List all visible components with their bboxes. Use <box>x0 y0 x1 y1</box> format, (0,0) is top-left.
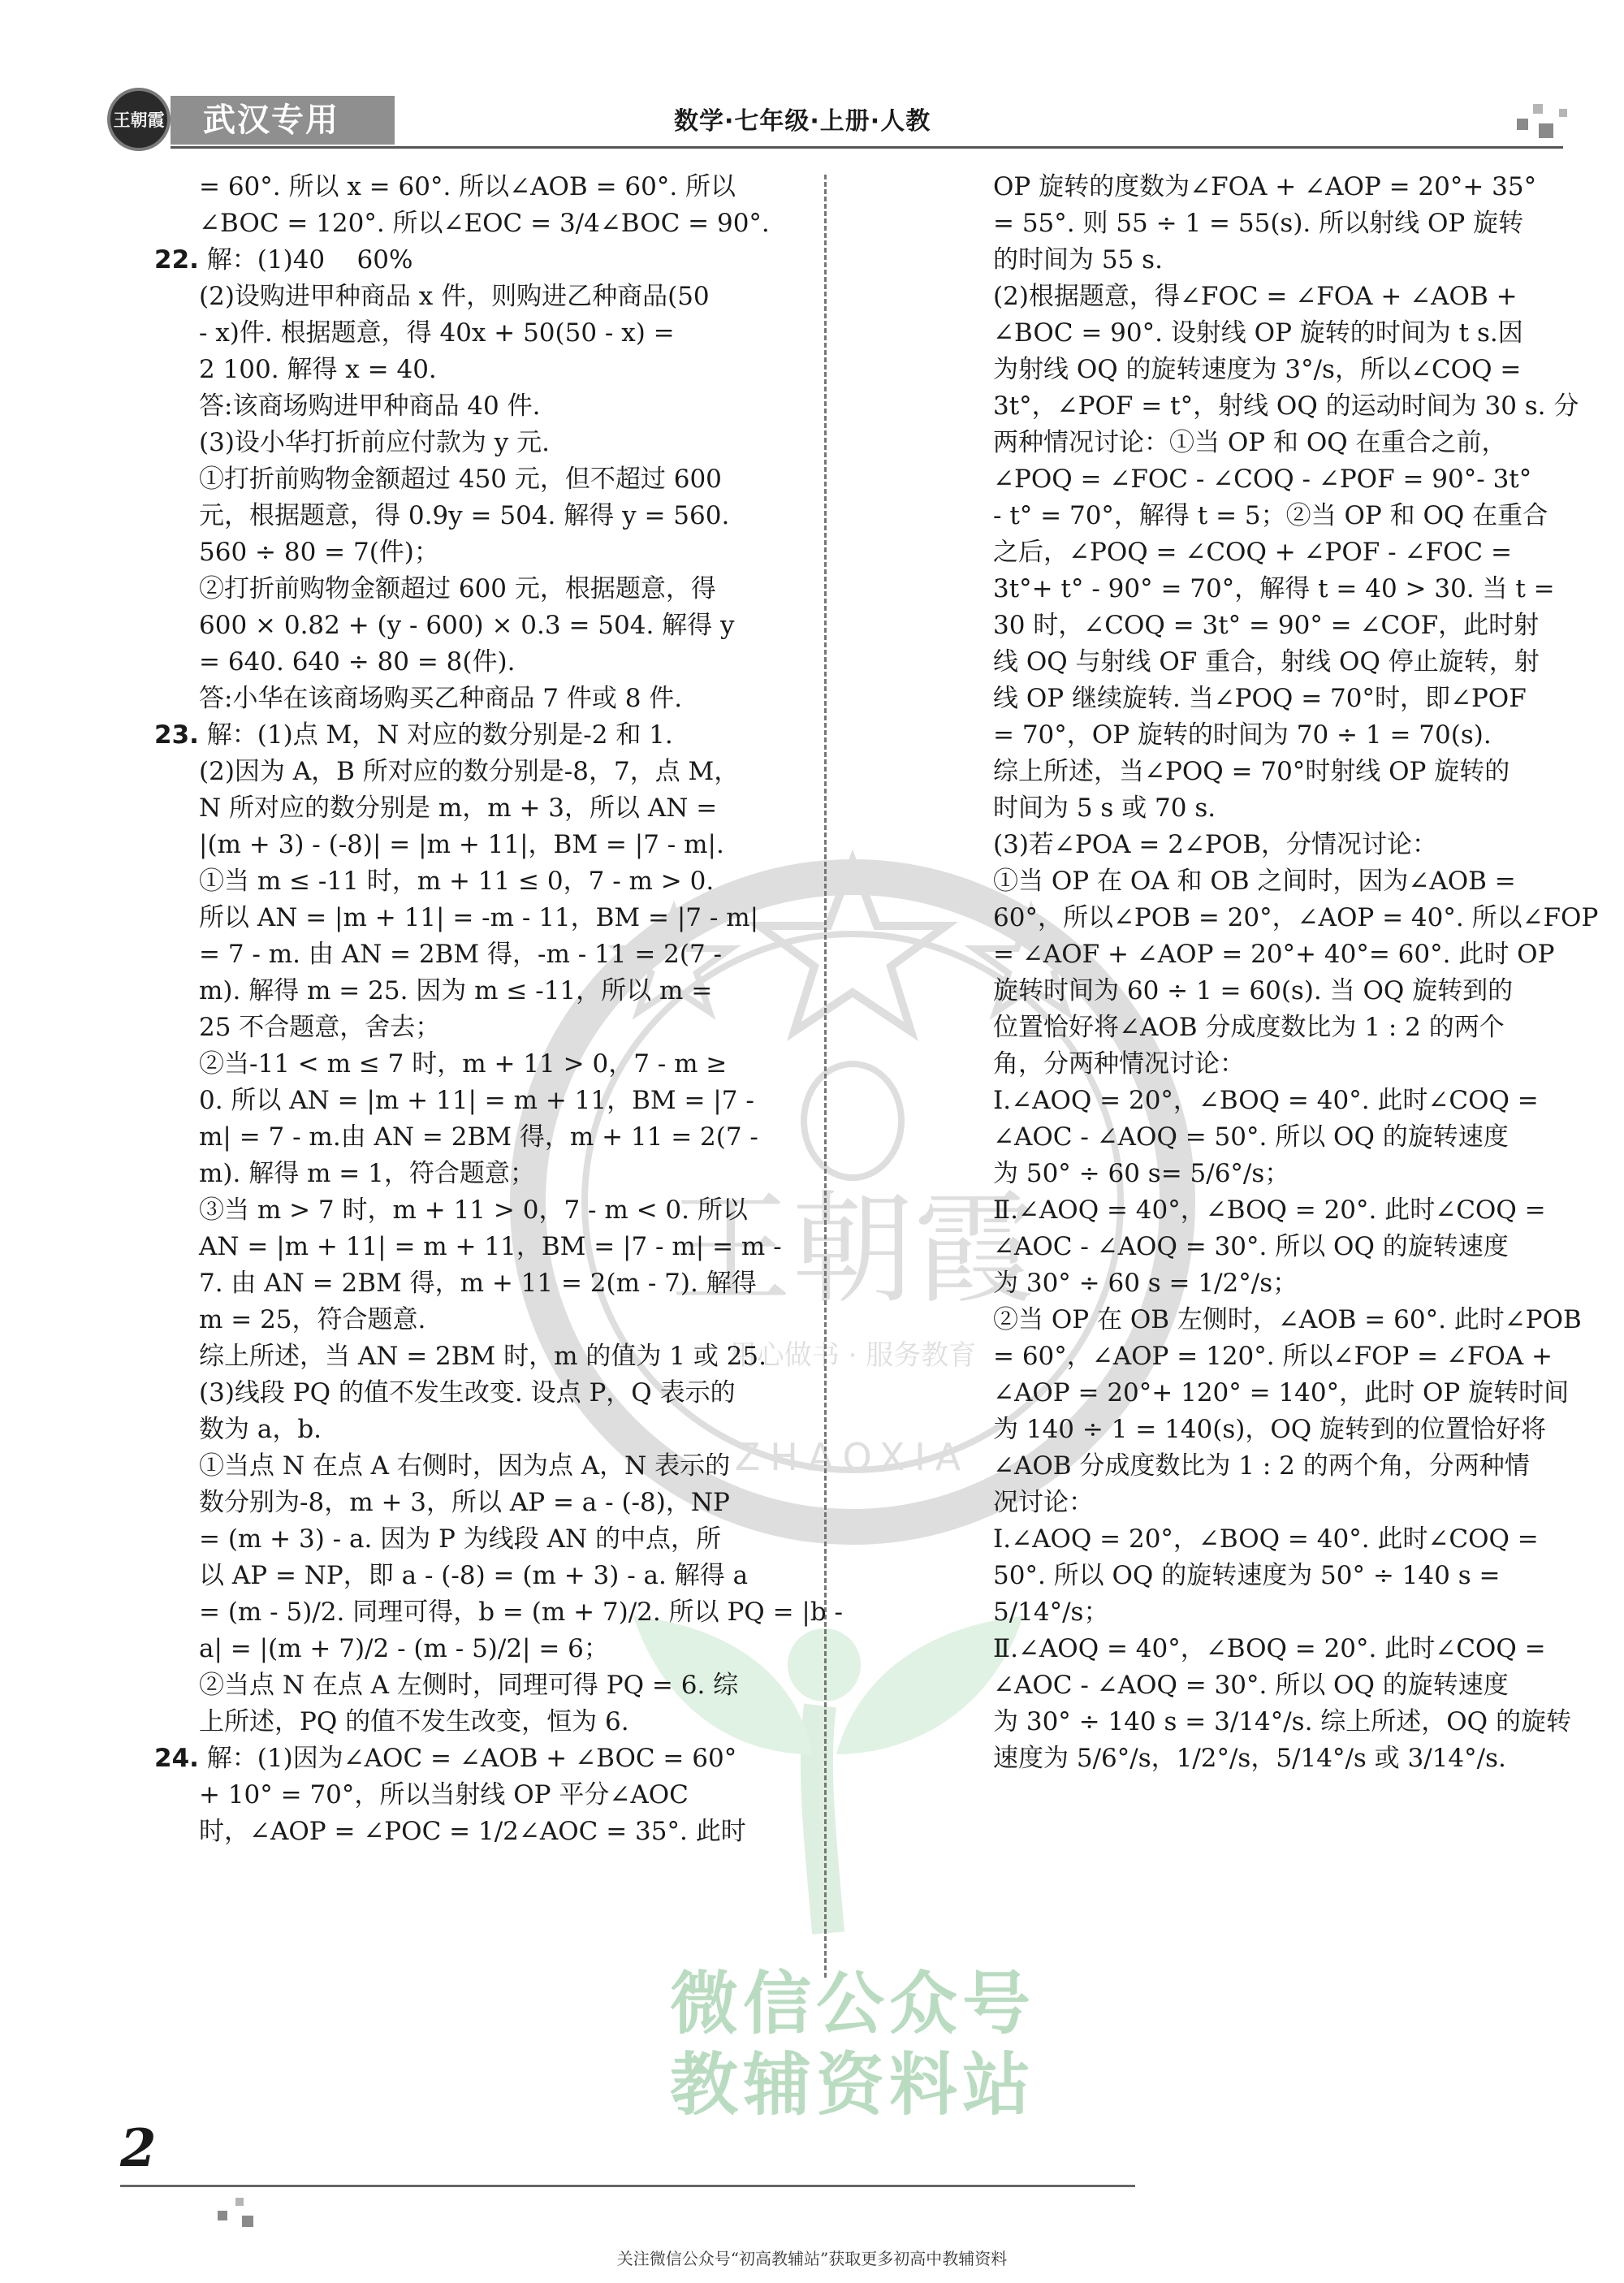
text-line <box>154 790 796 827</box>
text-line <box>154 352 796 388</box>
text-line <box>948 717 1544 754</box>
header-rule <box>171 146 1563 149</box>
footer-note: 关注微信公众号“初高教辅站”获取更多初高中教辅资料 <box>616 2249 1008 2268</box>
text-line <box>154 936 796 973</box>
line-text: (2)根据题意，得∠FOC = ∠FOA + ∠AOB + <box>993 282 1518 311</box>
line-text: ①打折前购物金额超过 450 元，但不超过 600 <box>199 465 722 494</box>
text-line <box>154 425 796 461</box>
decor-square <box>1539 123 1553 138</box>
text-line <box>154 973 796 1010</box>
line-text: 线 OP 继续旋转. 当∠POQ = 70°时，即∠POF <box>993 684 1527 713</box>
line-text: (3)线段 PQ 的值不发生改变. 设点 P，Q 表示的 <box>199 1378 736 1407</box>
line-text: 30 时，∠COQ = 3t° = 90° = ∠COF，此时射 <box>993 611 1540 640</box>
text-line <box>948 1558 1544 1594</box>
text-line <box>154 388 796 425</box>
line-text: 速度为 5/6°/s，1/2°/s，5/14°/s 或 3/14°/s. <box>993 1744 1506 1773</box>
line-text: 两种情况讨论：①当 OP 和 OQ 在重合之前， <box>993 428 1507 457</box>
text-line <box>154 1485 796 1521</box>
watermark-line-1: 微信公众号 <box>669 1964 1035 2043</box>
line-text: OP 旋转的度数为∠FOA + ∠AOP = 20°+ 35° <box>993 172 1537 201</box>
decor-square <box>242 2216 253 2227</box>
text-line <box>948 1631 1544 1667</box>
text-line <box>948 534 1544 571</box>
line-text: ∠AOC - ∠AOQ = 30°. 所以 OQ 的旋转速度 <box>993 1232 1509 1261</box>
line-text: 数为 a，b. <box>199 1415 322 1444</box>
watermark-line-2: 教辅资料站 <box>669 2045 1035 2125</box>
line-text: ∠BOC = 90°. 设射线 OP 旋转的时间为 t s.因 <box>993 318 1523 348</box>
line-text: 线 OQ 与射线 OF 重合，射线 OQ 停止旋转，射 <box>993 647 1540 677</box>
line-text: 旋转时间为 60 ÷ 1 = 60(s). 当 OQ 旋转到的 <box>993 976 1514 1005</box>
line-text: = 60°，∠AOP = 120°. 所以∠FOP = ∠FOA + <box>993 1342 1553 1371</box>
line-text: 以 AP = NP，即 a - (-8) = (m + 3) - a. 解得 a <box>199 1561 749 1590</box>
line-text: 时，∠AOP = ∠POC = 1/2∠AOC = 35°. 此时 <box>199 1817 746 1846</box>
decor-square <box>235 2198 244 2206</box>
line-text: 答:小华在该商场购买乙种商品 7 件或 8 件. <box>199 684 683 713</box>
line-text: (2)因为 A，B 所对应的数分别是-8，7，点 M， <box>199 757 740 786</box>
text-line <box>154 1448 796 1485</box>
text-line <box>948 754 1544 790</box>
line-text: m). 解得 m = 25. 因为 m ≤ -11，所以 m = <box>199 976 713 1005</box>
decor-square <box>218 2211 227 2220</box>
text-line <box>948 1412 1547 1448</box>
text-line <box>154 242 796 279</box>
line-text: = (m + 3) - a. 因为 P 为线段 AN 的中点，所 <box>199 1524 721 1554</box>
line-text: = 70°，OP 旋转的时间为 70 ÷ 1 = 70(s). <box>993 720 1492 750</box>
line-text: 25 不合题意，舍去； <box>199 1013 441 1042</box>
text-line <box>948 1192 1544 1229</box>
text-line <box>948 1740 1544 1777</box>
text-line <box>948 1302 1582 1338</box>
line-text: ∠AOP = 20°+ 120° = 140°，此时 OP 旋转时间 <box>993 1378 1570 1407</box>
left-column <box>154 169 844 1850</box>
line-text: 之后，∠POQ = ∠COQ + ∠POF - ∠FOC = <box>993 538 1512 567</box>
text-line <box>948 681 1544 717</box>
text-line <box>154 681 796 717</box>
line-text: (2)设购进甲种商品 x 件，则购进乙种商品(50 <box>199 282 710 311</box>
text-line <box>154 1375 796 1412</box>
text-line <box>948 1083 1544 1119</box>
line-text: 答:该商场购进甲种商品 40 件. <box>199 391 541 421</box>
line-text: ∠AOC - ∠AOQ = 50°. 所以 OQ 的旋转速度 <box>993 1122 1509 1152</box>
line-text: = ∠AOF + ∠AOP = 20°+ 40°= 60°. 此时 OP <box>993 940 1555 969</box>
line-text: ③当 m > 7 时，m + 11 > 0，7 - m < 0. 所以 <box>199 1196 748 1225</box>
line-text: ∠BOC = 120°. 所以∠EOC = 3/4∠BOC = 90°. <box>199 209 770 238</box>
text-line <box>948 1265 1544 1302</box>
problem-number: 23. <box>154 720 199 750</box>
text-line <box>948 827 1544 863</box>
text-line <box>948 1667 1544 1704</box>
line-text: m = 25，符合题意. <box>199 1305 426 1334</box>
line-text: a| = |(m + 7)/2 - (m - 5)/2| = 6； <box>199 1634 609 1663</box>
line-text: 所以 AN = |m + 11| = -m - 11，BM = |7 - m| <box>199 903 759 932</box>
line-text: 5/14°/s； <box>993 1598 1109 1627</box>
line-text: 位置恰好将∠AOB 分成度数比为 1 : 2 的两个 <box>993 1013 1505 1042</box>
column-divider <box>824 175 827 1978</box>
text-line <box>154 1594 844 1631</box>
text-line <box>154 205 796 242</box>
line-text: = (m - 5)/2. 同理可得，b = (m + 7)/2. 所以 PQ = |b - <box>199 1598 844 1627</box>
text-line <box>154 1010 796 1046</box>
line-text: Ⅰ.∠AOQ = 20°，∠BOQ = 40°. 此时∠COQ = <box>993 1086 1539 1115</box>
text-line <box>948 279 1544 315</box>
text-line <box>154 644 796 681</box>
right-column <box>948 169 1599 1777</box>
text-line <box>948 1375 1570 1412</box>
line-text: 解：(1)点 M，N 对应的数分别是-2 和 1. <box>206 720 673 750</box>
decor-square <box>1559 109 1567 117</box>
text-line <box>154 1814 796 1850</box>
text-line <box>948 973 1544 1010</box>
line-text: 为 30° ÷ 140 s = 3/14°/s. 综上所述，OQ 的旋转 <box>993 1707 1571 1736</box>
line-text: ②当 OP 在 OB 左侧时，∠AOB = 60°. 此时∠POB <box>993 1305 1582 1334</box>
text-line <box>948 205 1544 242</box>
line-text: 50°. 所以 OQ 的旋转速度为 50° ÷ 140 s = <box>993 1561 1501 1590</box>
text-line <box>154 608 796 644</box>
line-text: ①当 OP 在 OA 和 OB 之间时，因为∠AOB = <box>993 867 1516 896</box>
text-line <box>948 498 1548 534</box>
line-text: AN = |m + 11| = m + 11，BM = |7 - m| = m - <box>199 1232 782 1261</box>
text-line <box>154 1265 796 1302</box>
line-text: 角，分两种情况讨论： <box>993 1049 1245 1079</box>
decor-square <box>1517 119 1528 130</box>
line-text: ①当 m ≤ -11 时，m + 11 ≤ 0，7 - m > 0. <box>199 867 715 896</box>
text-line <box>948 1338 1553 1375</box>
line-text: 3t°，∠POF = t°，射线 OQ 的运动时间为 30 s. 分 <box>993 391 1579 421</box>
text-line <box>154 1777 796 1814</box>
line-text: (3)若∠POA = 2∠POB，分情况讨论： <box>993 830 1437 859</box>
text-line <box>154 1631 796 1667</box>
text-line <box>154 1119 796 1156</box>
text-line <box>948 315 1544 352</box>
line-text: ②当-11 < m ≤ 7 时，m + 11 > 0，7 - m ≥ <box>199 1049 728 1079</box>
line-text: 60°，所以∠POB = 20°，∠AOP = 40°. 所以∠FOP <box>993 903 1599 932</box>
line-text: Ⅰ.∠AOQ = 20°，∠BOQ = 40°. 此时∠COQ = <box>993 1524 1539 1554</box>
line-text: ∠AOB 分成度数比为 1 : 2 的两个角，分两种情 <box>993 1451 1530 1481</box>
series-banner: 武汉专用 <box>171 96 395 145</box>
text-line <box>154 498 796 534</box>
line-text: + 10° = 70°，所以当射线 OP 平分∠AOC <box>199 1780 689 1810</box>
text-line <box>948 644 1544 681</box>
text-line <box>154 754 796 790</box>
text-line <box>154 1558 796 1594</box>
line-text: ①当点 N 在点 A 右侧时，因为点 A，N 表示的 <box>199 1451 731 1481</box>
line-text: - x)件. 根据题意，得 40x + 50(50 - x) = <box>199 318 675 348</box>
line-text: 综上所述，当 AN = 2BM 时，m 的值为 1 或 25. <box>199 1342 767 1371</box>
line-text: ②当点 N 在点 A 左侧时，同理可得 PQ = 6. 综 <box>199 1671 739 1700</box>
text-line <box>154 1156 796 1192</box>
text-line <box>948 790 1544 827</box>
text-line <box>154 1046 796 1083</box>
text-line <box>154 1667 796 1704</box>
text-line <box>948 169 1544 205</box>
text-line <box>948 1448 1544 1485</box>
text-line <box>948 1010 1544 1046</box>
line-text: Ⅱ.∠AOQ = 40°，∠BOQ = 20°. 此时∠COQ = <box>993 1196 1546 1225</box>
text-line <box>154 900 796 936</box>
text-line <box>948 1046 1544 1083</box>
text-line <box>948 608 1544 644</box>
publisher-logo: 王朝霞 <box>107 88 171 151</box>
text-line <box>154 1192 796 1229</box>
text-line <box>948 1229 1544 1265</box>
text-line <box>154 461 796 498</box>
line-text: 解：(1)因为∠AOC = ∠AOB + ∠BOC = 60° <box>206 1744 737 1773</box>
line-text: 为 30° ÷ 60 s = 1/2°/s； <box>993 1269 1298 1298</box>
text-line <box>948 863 1544 900</box>
text-line <box>154 169 796 205</box>
text-line <box>948 1704 1571 1740</box>
text-line <box>154 1740 796 1777</box>
text-line <box>154 1302 796 1338</box>
text-line <box>948 936 1555 973</box>
text-line <box>948 900 1599 936</box>
text-line <box>948 571 1555 608</box>
line-text: 上所述，PQ 的值不发生改变，恒为 6. <box>199 1707 629 1736</box>
line-text: 的时间为 55 s. <box>993 245 1163 275</box>
text-line <box>154 571 796 608</box>
text-line <box>154 1229 796 1265</box>
line-text: 7. 由 AN = 2BM 得，m + 11 = 2(m - 7). 解得 <box>199 1269 757 1298</box>
text-line <box>948 1156 1544 1192</box>
seal-band-text: 用心做书 · 服务教育 <box>728 1339 977 1372</box>
line-text: 数分别为-8，m + 3，所以 AP = a - (-8)，NP <box>199 1488 730 1517</box>
footer-rule <box>120 2185 1135 2187</box>
line-text: = 7 - m. 由 AN = 2BM 得，-m - 11 = 2(7 - <box>199 940 723 969</box>
line-text: m| = 7 - m.由 AN = 2BM 得，m + 11 = 2(7 - <box>199 1122 758 1152</box>
text-line <box>948 425 1544 461</box>
line-text: 3t°+ t° - 90° = 70°，解得 t = 40 > 30. 当 t = <box>993 574 1555 603</box>
line-text: 为射线 OQ 的旋转速度为 3°/s，所以∠COQ = <box>993 355 1522 384</box>
text-line <box>154 315 796 352</box>
line-text: 综上所述，当∠POQ = 70°时射线 OP 旋转的 <box>993 757 1510 786</box>
text-line <box>948 242 1544 279</box>
seal-arc-text: ZHAOXIA <box>734 1435 971 1479</box>
line-text: ②打折前购物金额超过 600 元，根据题意，得 <box>199 574 716 603</box>
line-text: 为 140 ÷ 1 = 140(s)，OQ 旋转到的位置恰好将 <box>993 1415 1547 1444</box>
text-line <box>154 717 796 754</box>
line-text: 元，根据题意，得 0.9y = 504. 解得 y = 560. <box>199 501 730 530</box>
decor-square <box>1533 104 1543 114</box>
text-line <box>154 534 796 571</box>
line-text: Ⅱ.∠AOQ = 40°，∠BOQ = 20°. 此时∠COQ = <box>993 1634 1546 1663</box>
line-text: = 55°. 则 55 ÷ 1 = 55(s). 所以射线 OP 旋转 <box>993 209 1524 238</box>
line-text: (3)设小华打折前应付款为 y 元. <box>199 428 550 457</box>
text-line <box>154 827 796 863</box>
text-line <box>948 1521 1544 1558</box>
text-line <box>948 1119 1544 1156</box>
line-text: 为 50° ÷ 60 s= 5/6°/s； <box>993 1159 1290 1188</box>
book-title: 数学·七年级·上册·人教 <box>674 107 931 136</box>
text-line <box>948 1485 1544 1521</box>
line-text: - t° = 70°，解得 t = 5；②当 OP 和 OQ 在重合 <box>993 501 1548 530</box>
line-text: N 所对应的数分别是 m，m + 3，所以 AN = <box>199 793 718 823</box>
page-header <box>0 0 1624 162</box>
text-line <box>948 388 1579 425</box>
text-line <box>154 1704 796 1740</box>
text-line <box>948 461 1544 498</box>
line-text: 2 100. 解得 x = 40. <box>199 355 437 384</box>
text-line <box>948 1594 1544 1631</box>
line-text: 况讨论： <box>993 1488 1094 1517</box>
text-line <box>154 279 796 315</box>
line-text: m). 解得 m = 1，符合题意； <box>199 1159 535 1188</box>
text-line <box>154 1521 796 1558</box>
line-text: = 640. 640 ÷ 80 = 8(件). <box>199 647 516 677</box>
line-text: |(m + 3) - (-8)| = |m + 11|，BM = |7 - m|. <box>199 830 724 859</box>
text-line <box>948 352 1544 388</box>
line-text: 560 ÷ 80 = 7(件)； <box>199 538 439 567</box>
seal-center-text: 王朝霞 <box>669 1179 1036 1321</box>
text-line <box>154 1412 796 1448</box>
text-line <box>154 1338 796 1375</box>
text-line <box>154 863 796 900</box>
problem-number: 24. <box>154 1744 199 1773</box>
line-text: 时间为 5 s 或 70 s. <box>993 793 1216 823</box>
line-text: 600 × 0.82 + (y - 600) × 0.3 = 504. 解得 y <box>199 611 735 640</box>
line-text: ∠POQ = ∠FOC - ∠COQ - ∠POF = 90°- 3t° <box>993 465 1532 494</box>
line-text: ∠AOC - ∠AOQ = 30°. 所以 OQ 的旋转速度 <box>993 1671 1509 1700</box>
line-text: 解：(1)40 60% <box>206 245 413 275</box>
line-text: 0. 所以 AN = |m + 11| = m + 11，BM = |7 - <box>199 1086 754 1115</box>
problem-number: 22. <box>154 245 199 275</box>
line-text: = 60°. 所以 x = 60°. 所以∠AOB = 60°. 所以 <box>199 172 736 201</box>
text-line <box>154 1083 796 1119</box>
page-number: 2 <box>120 2118 157 2179</box>
